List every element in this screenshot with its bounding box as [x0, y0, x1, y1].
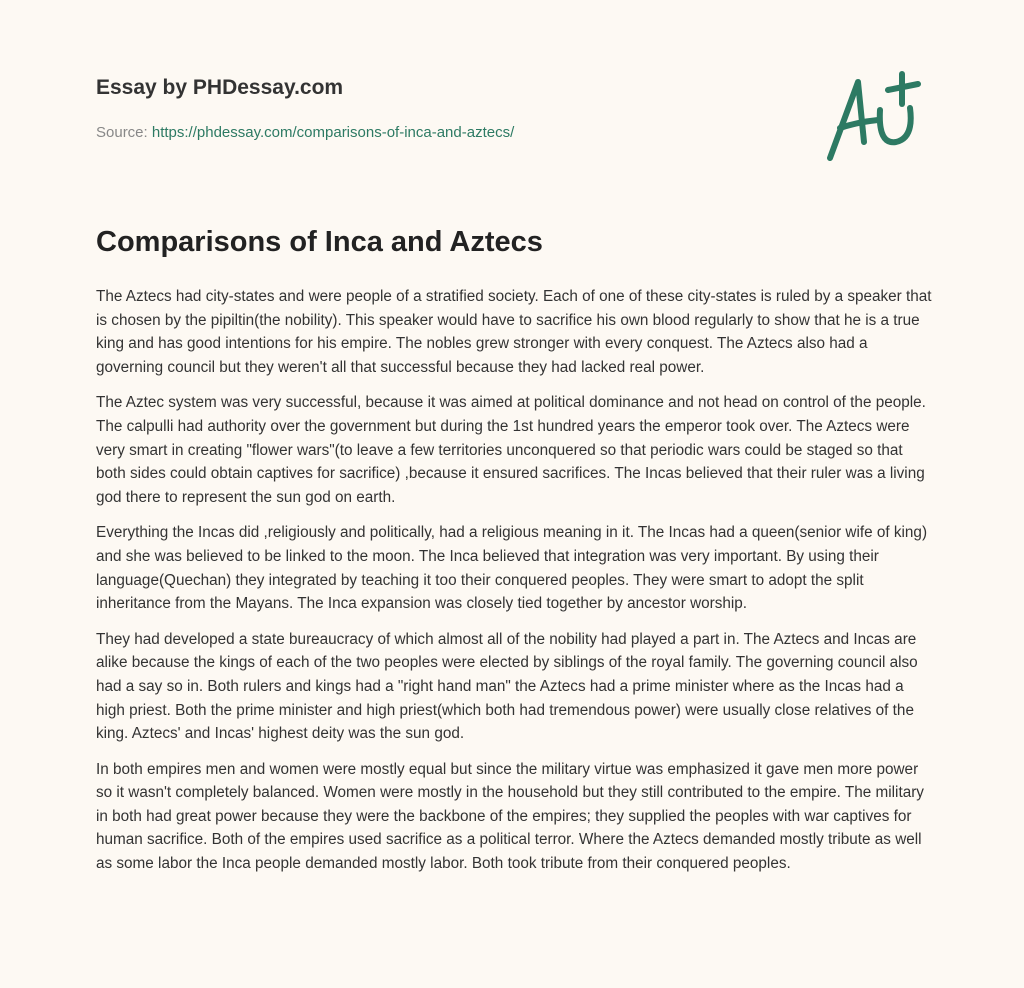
essay-paragraph: In both empires men and women were mostly equal but since the military virtue was emphasized it gave men more power so it wasn't completely balanced. Women were mostly in the household but they still contributed to the empire. The military in both had great power because they were the backbone of the empires; they supplied the peoples with war captives for human sacrifice. Both of the empires used sacrifice as a political terror. Where the Aztecs demanded mostly tribute as well as some labor the Inca people demanded mostly labor. Both took tribute from their conquered peoples.: [96, 760, 924, 873]
essay-paragraph: They had developed a state bureaucracy of which almost all of the nobility had played a part in. The Aztecs and Incas are alike because the kings of each of the two peoples were elected by siblings of the royal family. The governing council also had a say so in. Both rulers and kings had a "right hand man" the Aztecs had a prime minister where as the Incas had a high priest. Both the prime minister and high priest(which both had tremendous power) were usually close relatives of the king. Aztecs' and Incas' highest deity was the sun god.: [96, 630, 918, 743]
essay-body: [96, 285, 936, 888]
essay-paragraph: The Aztecs had city-states and were people of a stratified society. Each of one of these city-states is ruled by a speaker that is chosen by the pipiltin(the nobility). This speaker would have to sacrifice his own blood regularly to show that he is a true king and has good intentions for his empire. The nobles grew stronger with every conquest. The Aztecs also had a governing council but they weren't all that successful because they had lacked real power.: [96, 288, 932, 376]
site-title: Essay by PHDessay.com: [96, 76, 344, 99]
essay-paragraph: The Aztec system was very successful, because it was aimed at political dominance and not head on control of the people. The calpulli had authority over the government but during the 1st hundred years the emperor took over. The Aztecs were very smart in creating "flower wars"(to leave a few territories unconquered so that periodic wars could be staged so that both sides could obtain captives for sacrifice) ,because it ensured sacrifices. The Incas believed that their ruler was a living god there to represent the sun god on earth.: [96, 394, 926, 506]
a-plus-logo-icon: [818, 70, 928, 165]
source-line: [96, 124, 514, 141]
source-link[interactable]: https://phdessay.com/comparisons-of-inca-and-aztecs/: [151, 124, 515, 141]
essay-title: Comparisons of Inca and Aztecs: [96, 226, 543, 258]
source-label: Source:: [96, 124, 148, 141]
essay-paragraph: Everything the Incas did ,religiously and politically, had a religious meaning in it. The Incas had a queen(senior wife of king) and she was believed to be linked to the moon. The Inca believed that integration was very important. By using their language(Quechan) they integrated by teaching it too their conquered peoples. They were smart to adopt the split inheritance from the Mayans. The Inca expansion was closely tied together by ancestor worship.: [96, 524, 928, 613]
